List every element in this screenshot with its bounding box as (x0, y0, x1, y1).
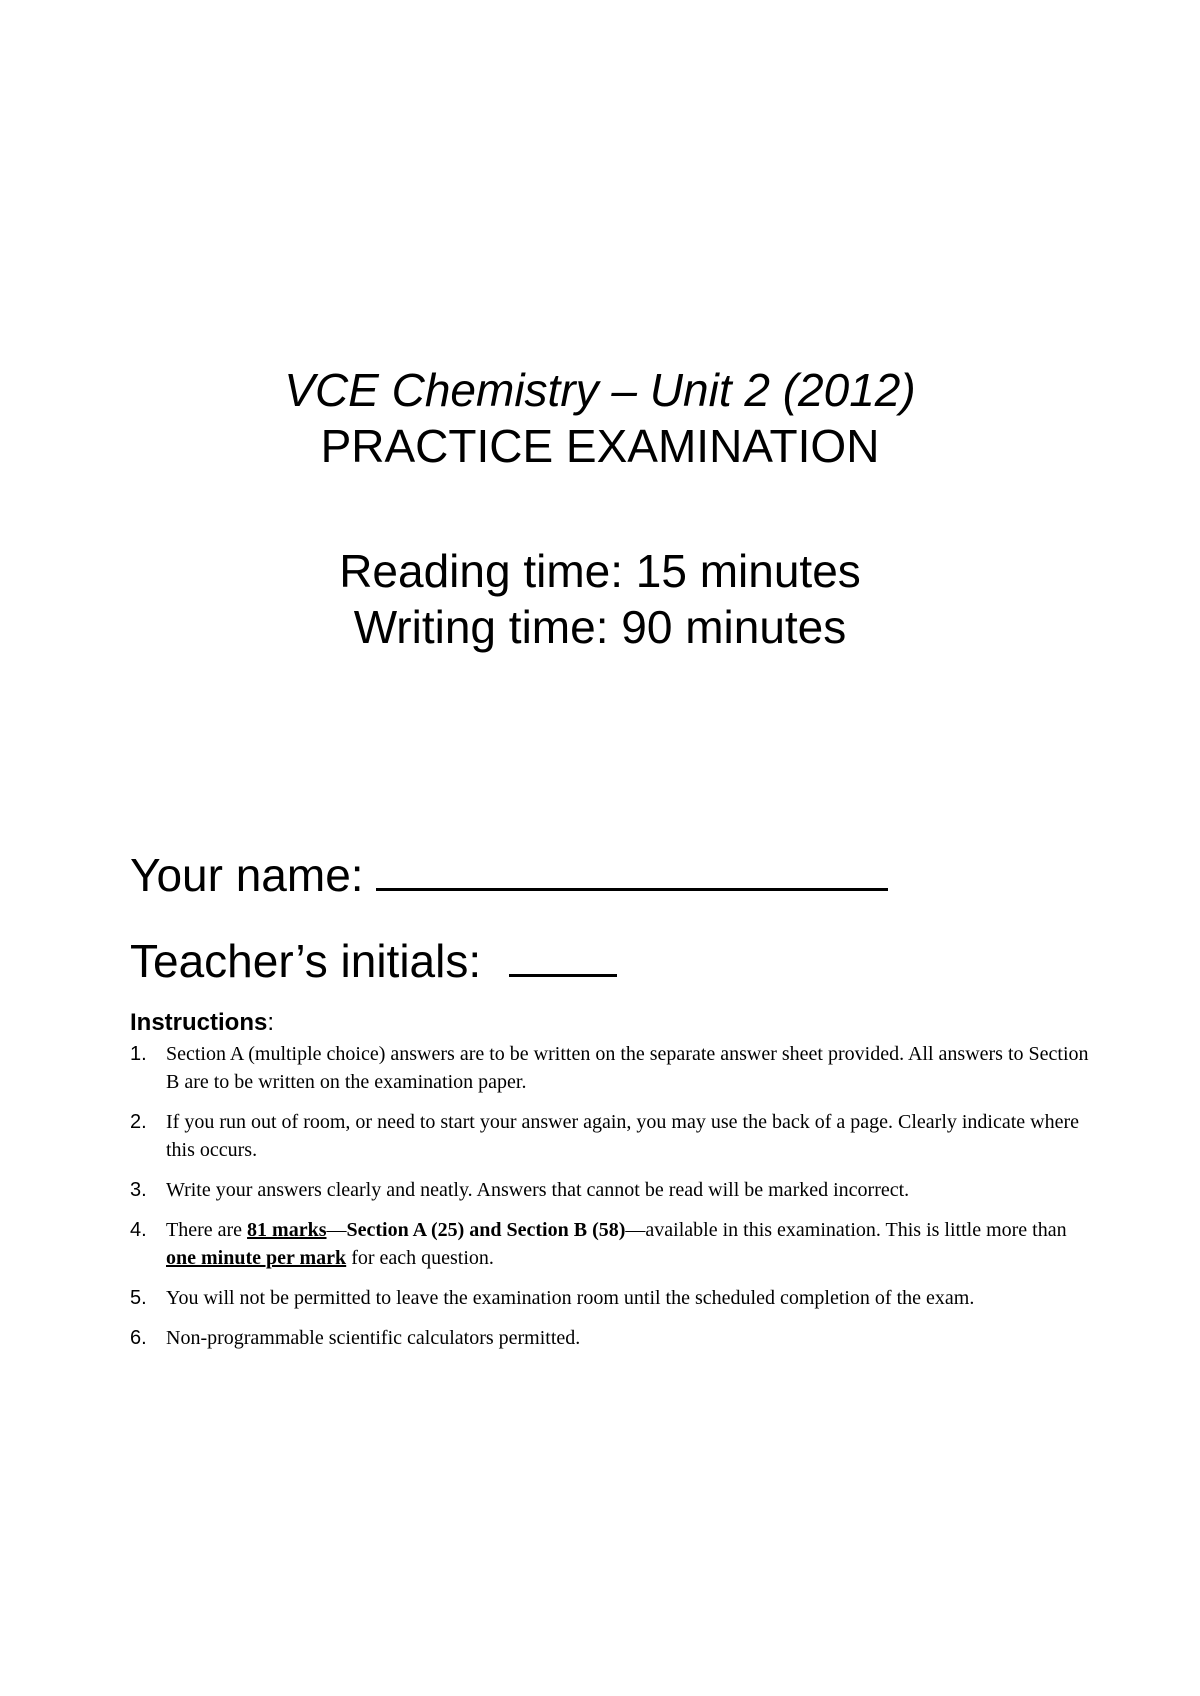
instruction-text: If you run out of room, or need to start your answer again, you may use the back of a page. Clearly indicate where this occurs. (166, 1111, 1080, 1161)
name-field (130, 847, 888, 903)
instruction-text: Section A (multiple choice) answers are to be written on the separate answer sheet provided. All answers to Section B are to be written on the examination paper. (166, 1043, 1089, 1093)
exam-title-block (0, 362, 1200, 474)
instruction-item (130, 1216, 1090, 1272)
instruction-item (130, 1284, 1090, 1312)
instruction-text: You will not be permitted to leave the examination room until the scheduled completion of the exam. (166, 1287, 975, 1309)
initials-blank-line[interactable] (509, 934, 617, 977)
instruction-text-part: There are (166, 1219, 248, 1241)
name-label: Your name: (130, 849, 364, 901)
total-marks: 81 marks (247, 1219, 327, 1241)
instruction-text-part: — (326, 1219, 347, 1241)
writing-time: Writing time: 90 minutes (353, 601, 847, 653)
instructions-heading (130, 1008, 274, 1038)
instruction-number: 3. (130, 1179, 147, 1201)
instruction-number: 5. (130, 1287, 147, 1309)
section-marks: Section A (25) and Section B (58) (346, 1219, 626, 1241)
instruction-number: 4. (130, 1219, 147, 1241)
instructions-heading-text: Instructions (130, 1009, 268, 1036)
initials-label: Teacher’s initials: (130, 935, 482, 987)
instruction-item (130, 1108, 1090, 1164)
instructions-list (130, 1040, 1090, 1364)
instruction-item (130, 1176, 1090, 1204)
instruction-text-part: —available in this examination. This is little more than (625, 1219, 1067, 1241)
instruction-text-part: for each question. (346, 1247, 494, 1269)
exam-title: VCE Chemistry – Unit 2 (2012) (284, 364, 916, 416)
exam-subtitle: PRACTICE EXAMINATION (320, 420, 880, 472)
exam-times (0, 543, 1200, 655)
reading-time: Reading time: 15 minutes (339, 545, 861, 597)
instruction-text: Non-programmable scientific calculators permitted. (166, 1327, 581, 1349)
instruction-number: 1. (130, 1043, 147, 1065)
initials-field (130, 933, 617, 989)
instruction-number: 6. (130, 1327, 147, 1349)
instruction-text: Write your answers clearly and neatly. Answers that cannot be read will be marked incorrect. (166, 1179, 910, 1201)
instruction-item (130, 1040, 1090, 1096)
instructions-heading-colon: : (267, 1009, 275, 1036)
instruction-item (130, 1324, 1090, 1352)
instruction-number: 2. (130, 1111, 147, 1133)
name-blank-line[interactable] (376, 848, 888, 891)
minute-per-mark: one minute per mark (166, 1247, 347, 1269)
